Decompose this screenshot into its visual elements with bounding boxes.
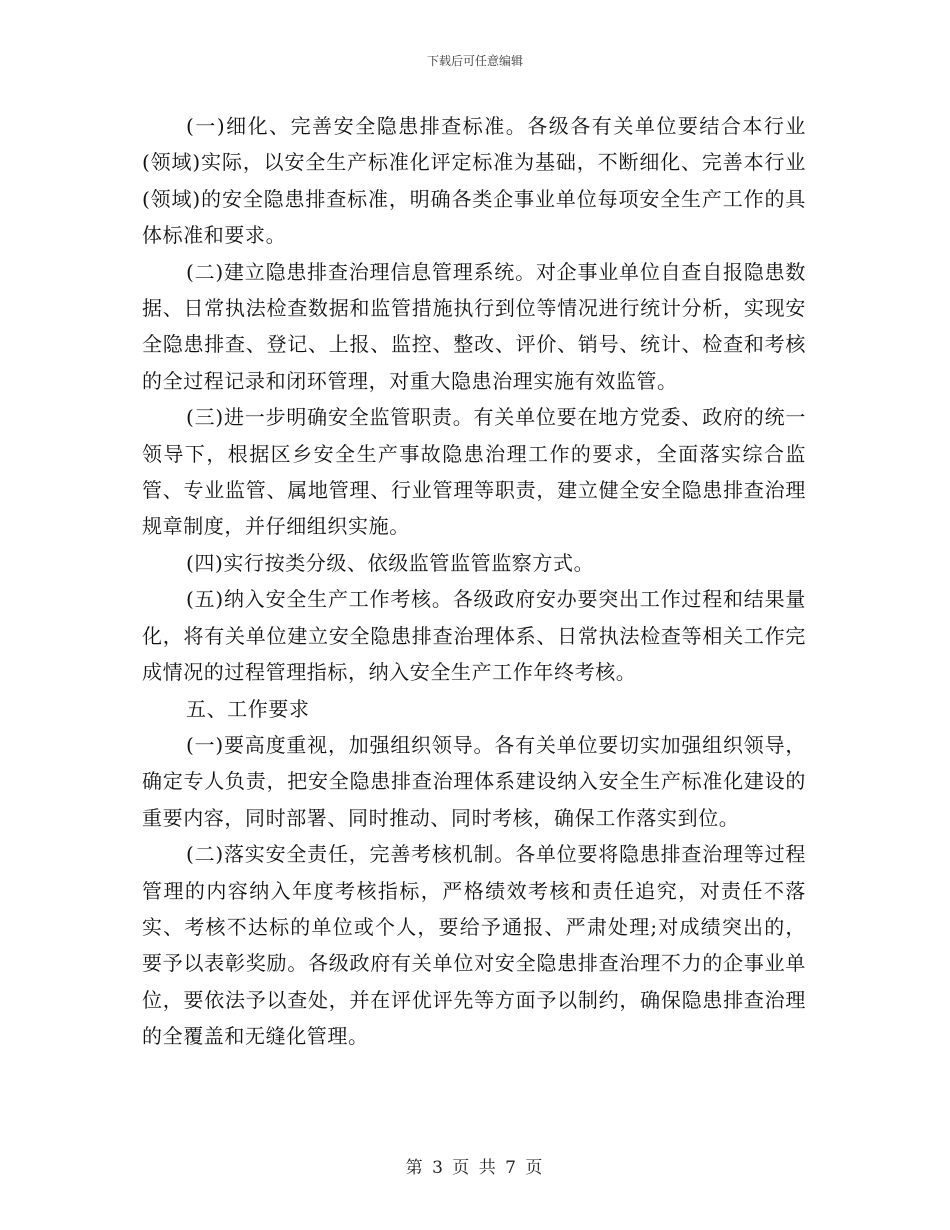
paragraph-3: (三)进一步明确安全监管职责。有关单位要在地方党委、政府的统一领导下，根据区乡安全生产事故隐患治理工作的要求，全面落实综合监管、专业监管、属地管理、行业管理等职责，建立健全安全隐患排查治理规章制度，并仔细组织实施。 — [142, 405, 806, 539]
paragraph-7: (二)落实安全责任，完善考核机制。各单位要将隐患排查治理等过程管理的内容纳入年度考核指标，严格绩效考核和责任追究，对责任不落实、考核不达标的单位或个人，要给予通报、严肃处理;对成绩突出的，要予以表彰奖励。各级政府有关单位对安全隐患排查治理不力的企事业单位，要依法予以查处，并在评优评先等方面予以制约，确保隐患排查治理的全覆盖和无缝化管理。 — [142, 842, 806, 1049]
section-heading: 五、工作要求 — [186, 696, 310, 721]
paragraph-2: (二)建立隐患排查治理信息管理系统。对企事业单位自查自报隐患数据、日常执法检查数据和监管措施执行到位等情况进行统计分析，实现安全隐患排查、登记、上报、监控、整改、评价、销号、统计、检查和考核的全过程记录和闭环管理，对重大隐患治理实施有效监管。 — [142, 259, 806, 393]
paragraph-6: (一)要高度重视，加强组织领导。各有关单位要切实加强组织领导，确定专人负责，把安全隐患排查治理体系建设纳入安全生产标准化建设的重要内容，同时部署、同时推动、同时考核，确保工作落实到位。 — [142, 732, 806, 830]
paragraph-4: (四)实行按类分级、依级监管监管监察方式。 — [186, 550, 595, 575]
page-header: 下载后可任意编辑 — [426, 54, 523, 68]
page-number-footer: 第 3 页 共 7 页 — [405, 1158, 545, 1178]
paragraph-1: (一)细化、完善安全隐患排查标准。各级各有关单位要结合本行业(领域)实际，以安全生产标准化评定标准为基础，不断细化、完善本行业(领域)的安全隐患排查标准，明确各类企事业单位每项安全生产工作的具体标准和要求。 — [142, 114, 806, 248]
paragraph-5: (五)纳入安全生产工作考核。各级政府安办要突出工作过程和结果量化，将有关单位建立安全隐患排查治理体系、日常执法检查等相关工作完成情况的过程管理指标，纳入安全生产工作年终考核。 — [142, 587, 806, 685]
document-body — [142, 108, 806, 1055]
